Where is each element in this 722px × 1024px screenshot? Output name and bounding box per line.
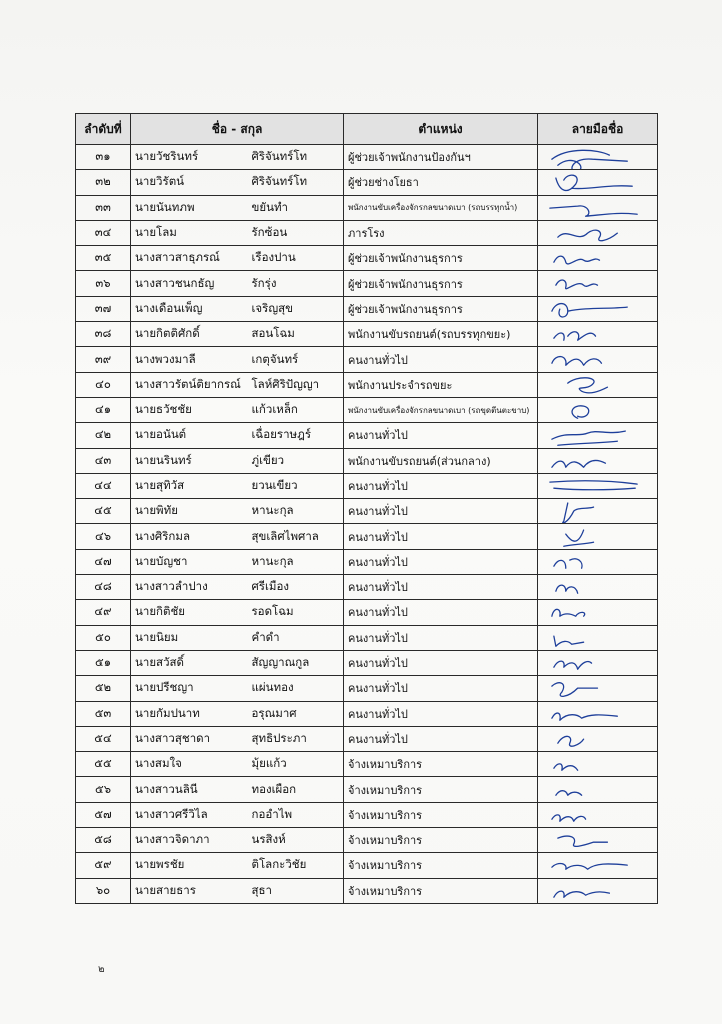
handwritten-signature bbox=[538, 196, 657, 220]
signature-roster-table bbox=[75, 113, 658, 904]
signature-cell bbox=[538, 676, 658, 701]
table-row bbox=[76, 246, 658, 271]
first-name: นายวิรัตน์ bbox=[131, 170, 248, 195]
table-row bbox=[76, 676, 658, 701]
row-number: ๓๗ bbox=[76, 296, 131, 321]
last-name: อรุณมาศ bbox=[248, 701, 344, 726]
signature-cell bbox=[538, 524, 658, 549]
handwritten-signature bbox=[538, 777, 657, 801]
last-name: ยวนเขียว bbox=[248, 473, 344, 498]
handwritten-signature bbox=[538, 499, 657, 523]
signature-cell bbox=[538, 372, 658, 397]
row-number: ๔๔ bbox=[76, 473, 131, 498]
handwritten-signature bbox=[538, 474, 657, 498]
table-row bbox=[76, 322, 658, 347]
position-cell: จ้างเหมาบริการ bbox=[344, 802, 538, 827]
last-name: แผ่นทอง bbox=[248, 676, 344, 701]
table-row bbox=[76, 726, 658, 751]
signature-cell bbox=[538, 220, 658, 245]
last-name: สุทธิประภา bbox=[248, 726, 344, 751]
signature-cell bbox=[538, 322, 658, 347]
last-name: รักซ้อน bbox=[248, 220, 344, 245]
last-name: หานะกุล bbox=[248, 499, 344, 524]
first-name: นางสาวชนกธัญ bbox=[131, 271, 248, 296]
last-name: สุขเลิศไพศาล bbox=[248, 524, 344, 549]
table-row bbox=[76, 499, 658, 524]
position-cell: พนักงานขับเครื่องจักรกลขนาดเบา (รถบรรทุกน้ำ) bbox=[344, 195, 538, 220]
first-name: นายกิตติศักดิ์ bbox=[131, 322, 248, 347]
handwritten-signature bbox=[538, 879, 657, 903]
row-number: ๔๒ bbox=[76, 423, 131, 448]
signature-cell bbox=[538, 752, 658, 777]
table-header-row bbox=[76, 114, 658, 145]
row-number: ๔๕ bbox=[76, 499, 131, 524]
first-name: นายนันทภพ bbox=[131, 195, 248, 220]
last-name: ภู่เขียว bbox=[248, 448, 344, 473]
signature-cell bbox=[538, 600, 658, 625]
row-number: ๓๑ bbox=[76, 145, 131, 170]
first-name: นายธวัชชัย bbox=[131, 397, 248, 422]
signature-cell bbox=[538, 828, 658, 853]
position-cell: คนงานทั่วไป bbox=[344, 650, 538, 675]
row-number: ๓๔ bbox=[76, 220, 131, 245]
row-number: ๕๕ bbox=[76, 752, 131, 777]
position-cell: คนงานทั่วไป bbox=[344, 549, 538, 574]
header-number: ลำดับที่ bbox=[76, 114, 131, 145]
handwritten-signature bbox=[538, 221, 657, 245]
handwritten-signature bbox=[538, 145, 657, 169]
last-name: ศรีเมือง bbox=[248, 575, 344, 600]
signature-cell bbox=[538, 195, 658, 220]
table-row bbox=[76, 650, 658, 675]
position-cell: คนงานทั่วไป bbox=[344, 499, 538, 524]
handwritten-signature bbox=[538, 524, 657, 548]
handwritten-signature bbox=[538, 271, 657, 295]
table-row bbox=[76, 853, 658, 878]
last-name: ขยันทำ bbox=[248, 195, 344, 220]
last-name: สอนโฉม bbox=[248, 322, 344, 347]
last-name: โลห์ศิริปัญญา bbox=[248, 372, 344, 397]
position-cell: พนักงานประจำรถขยะ bbox=[344, 372, 538, 397]
first-name: นางศิริกมล bbox=[131, 524, 248, 549]
position-cell: ผู้ช่วยเจ้าพนักงานธุรการ bbox=[344, 296, 538, 321]
first-name: นายกิติชัย bbox=[131, 600, 248, 625]
first-name: นายนิยม bbox=[131, 625, 248, 650]
last-name: เรืองปาน bbox=[248, 246, 344, 271]
position-cell: ภารโรง bbox=[344, 220, 538, 245]
position-cell: ผู้ช่วยเจ้าพนักงานธุรการ bbox=[344, 246, 538, 271]
header-position: ตำแหน่ง bbox=[344, 114, 538, 145]
first-name: นายปรีชญา bbox=[131, 676, 248, 701]
handwritten-signature bbox=[538, 676, 657, 700]
last-name: เจริญสุข bbox=[248, 296, 344, 321]
signature-cell bbox=[538, 701, 658, 726]
table-row bbox=[76, 170, 658, 195]
table-row bbox=[76, 423, 658, 448]
row-number: ๕๒ bbox=[76, 676, 131, 701]
row-number: ๕๘ bbox=[76, 828, 131, 853]
position-cell: ผู้ช่วยช่างโยธา bbox=[344, 170, 538, 195]
position-cell: คนงานทั่วไป bbox=[344, 726, 538, 751]
position-cell: จ้างเหมาบริการ bbox=[344, 828, 538, 853]
table-row bbox=[76, 878, 658, 903]
row-number: ๔๘ bbox=[76, 575, 131, 600]
table-body bbox=[76, 145, 658, 904]
handwritten-signature bbox=[538, 347, 657, 371]
handwritten-signature bbox=[538, 170, 657, 194]
table-row bbox=[76, 195, 658, 220]
signature-cell bbox=[538, 499, 658, 524]
table-row bbox=[76, 524, 658, 549]
last-name: สุธา bbox=[248, 878, 344, 903]
table-row bbox=[76, 220, 658, 245]
position-cell: คนงานทั่วไป bbox=[344, 473, 538, 498]
position-cell: จ้างเหมาบริการ bbox=[344, 878, 538, 903]
handwritten-signature bbox=[538, 752, 657, 776]
row-number: ๓๙ bbox=[76, 347, 131, 372]
first-name: นายวัชรินทร์ bbox=[131, 145, 248, 170]
row-number: ๕๐ bbox=[76, 625, 131, 650]
handwritten-signature bbox=[538, 449, 657, 473]
table-row bbox=[76, 296, 658, 321]
handwritten-signature bbox=[538, 828, 657, 852]
row-number: ๔๑ bbox=[76, 397, 131, 422]
signature-cell bbox=[538, 473, 658, 498]
signature-cell bbox=[538, 726, 658, 751]
last-name: มุ้ยแก้ว bbox=[248, 752, 344, 777]
table-row bbox=[76, 145, 658, 170]
last-name: รักรุ่ง bbox=[248, 271, 344, 296]
row-number: ๕๙ bbox=[76, 853, 131, 878]
first-name: นายสุทิวัส bbox=[131, 473, 248, 498]
position-cell: จ้างเหมาบริการ bbox=[344, 752, 538, 777]
table-row bbox=[76, 625, 658, 650]
first-name: นางพวงมาลี bbox=[131, 347, 248, 372]
signature-cell bbox=[538, 246, 658, 271]
table-row bbox=[76, 372, 658, 397]
handwritten-signature bbox=[538, 550, 657, 574]
signature-cell bbox=[538, 777, 658, 802]
first-name: นายกัมปนาท bbox=[131, 701, 248, 726]
last-name: แก้วเหล็ก bbox=[248, 397, 344, 422]
row-number: ๓๕ bbox=[76, 246, 131, 271]
signature-cell bbox=[538, 347, 658, 372]
first-name: นายโลม bbox=[131, 220, 248, 245]
first-name: นางสาวลำปาง bbox=[131, 575, 248, 600]
position-cell: คนงานทั่วไป bbox=[344, 524, 538, 549]
handwritten-signature bbox=[538, 702, 657, 726]
table-row bbox=[76, 828, 658, 853]
last-name: รอดโฉม bbox=[248, 600, 344, 625]
position-cell: คนงานทั่วไป bbox=[344, 600, 538, 625]
first-name: นายสายธาร bbox=[131, 878, 248, 903]
signature-cell bbox=[538, 549, 658, 574]
first-name: นายบัญชา bbox=[131, 549, 248, 574]
position-cell: คนงานทั่วไป bbox=[344, 676, 538, 701]
handwritten-signature bbox=[538, 727, 657, 751]
position-cell: คนงานทั่วไป bbox=[344, 423, 538, 448]
row-number: ๔๓ bbox=[76, 448, 131, 473]
table-row bbox=[76, 448, 658, 473]
last-name: เฉื่อยราษฎร์ bbox=[248, 423, 344, 448]
handwritten-signature bbox=[538, 322, 657, 346]
position-cell: คนงานทั่วไป bbox=[344, 701, 538, 726]
signature-cell bbox=[538, 397, 658, 422]
signature-cell bbox=[538, 271, 658, 296]
table-row bbox=[76, 575, 658, 600]
last-name: คำดำ bbox=[248, 625, 344, 650]
handwritten-signature bbox=[538, 600, 657, 624]
signature-cell bbox=[538, 145, 658, 170]
handwritten-signature bbox=[538, 651, 657, 675]
first-name: นายพรชัย bbox=[131, 853, 248, 878]
last-name: ศิริจันทร์โท bbox=[248, 145, 344, 170]
signature-cell bbox=[538, 650, 658, 675]
signature-cell bbox=[538, 853, 658, 878]
page-number: ๒ bbox=[98, 964, 105, 975]
first-name: นายพิทัย bbox=[131, 499, 248, 524]
row-number: ๓๖ bbox=[76, 271, 131, 296]
first-name: นางสมใจ bbox=[131, 752, 248, 777]
handwritten-signature bbox=[538, 575, 657, 599]
signature-cell bbox=[538, 296, 658, 321]
last-name: ศิริจันทร์โท bbox=[248, 170, 344, 195]
row-number: ๔๐ bbox=[76, 372, 131, 397]
position-cell: จ้างเหมาบริการ bbox=[344, 777, 538, 802]
first-name: นางสาวจิดาภา bbox=[131, 828, 248, 853]
row-number: ๕๔ bbox=[76, 726, 131, 751]
last-name: กออำไพ bbox=[248, 802, 344, 827]
last-name: เกตุจันทร์ bbox=[248, 347, 344, 372]
header-signature: ลายมือชื่อ bbox=[538, 114, 658, 145]
handwritten-signature bbox=[538, 398, 657, 422]
table-row bbox=[76, 752, 658, 777]
row-number: ๕๑ bbox=[76, 650, 131, 675]
table-row bbox=[76, 347, 658, 372]
handwritten-signature bbox=[538, 246, 657, 270]
first-name: นางสาวสาธุภรณ์ bbox=[131, 246, 248, 271]
row-number: ๕๓ bbox=[76, 701, 131, 726]
handwritten-signature bbox=[538, 853, 657, 877]
table-row bbox=[76, 271, 658, 296]
table-row bbox=[76, 600, 658, 625]
signature-cell bbox=[538, 448, 658, 473]
last-name: นรสิงห์ bbox=[248, 828, 344, 853]
row-number: ๓๘ bbox=[76, 322, 131, 347]
signature-cell bbox=[538, 170, 658, 195]
last-name: ติโลกะวิชัย bbox=[248, 853, 344, 878]
last-name: หานะกุล bbox=[248, 549, 344, 574]
row-number: ๔๙ bbox=[76, 600, 131, 625]
handwritten-signature bbox=[538, 423, 657, 447]
signature-cell bbox=[538, 802, 658, 827]
table-row bbox=[76, 701, 658, 726]
first-name: นายอนันต์ bbox=[131, 423, 248, 448]
position-cell: พนักงานขับรถยนต์(รถบรรทุกขยะ) bbox=[344, 322, 538, 347]
position-cell: ผู้ช่วยเจ้าพนักงานธุรการ bbox=[344, 271, 538, 296]
row-number: ๖๐ bbox=[76, 878, 131, 903]
signature-cell bbox=[538, 625, 658, 650]
handwritten-signature bbox=[538, 803, 657, 827]
table-row bbox=[76, 777, 658, 802]
position-cell: พนักงานขับเครื่องจักรกลขนาดเบา (รถขุดตีนตะขาบ) bbox=[344, 397, 538, 422]
handwritten-signature bbox=[538, 297, 657, 321]
position-cell: พนักงานขับรถยนต์(ส่วนกลาง) bbox=[344, 448, 538, 473]
row-number: ๓๓ bbox=[76, 195, 131, 220]
row-number: ๓๒ bbox=[76, 170, 131, 195]
table-row bbox=[76, 802, 658, 827]
last-name: ทองเผือก bbox=[248, 777, 344, 802]
first-name: นางสาวรัตน์ติยากรณ์ bbox=[131, 372, 248, 397]
table-row bbox=[76, 473, 658, 498]
signature-cell bbox=[538, 423, 658, 448]
position-cell: คนงานทั่วไป bbox=[344, 625, 538, 650]
first-name: นางสาวศรีวิไล bbox=[131, 802, 248, 827]
last-name: สัญญาณกูล bbox=[248, 650, 344, 675]
position-cell: ผู้ช่วยเจ้าพนักงานป้องกันฯ bbox=[344, 145, 538, 170]
first-name: นายสวัสดิ์ bbox=[131, 650, 248, 675]
table-row bbox=[76, 549, 658, 574]
row-number: ๕๖ bbox=[76, 777, 131, 802]
position-cell: คนงานทั่วไป bbox=[344, 575, 538, 600]
first-name: นางสาวสุชาดา bbox=[131, 726, 248, 751]
position-cell: จ้างเหมาบริการ bbox=[344, 853, 538, 878]
row-number: ๕๗ bbox=[76, 802, 131, 827]
handwritten-signature bbox=[538, 373, 657, 397]
handwritten-signature bbox=[538, 626, 657, 650]
signature-cell bbox=[538, 575, 658, 600]
table-row bbox=[76, 397, 658, 422]
first-name: นายนรินทร์ bbox=[131, 448, 248, 473]
row-number: ๔๖ bbox=[76, 524, 131, 549]
first-name: นางเดือนเพ็ญ bbox=[131, 296, 248, 321]
signature-cell bbox=[538, 878, 658, 903]
row-number: ๔๗ bbox=[76, 549, 131, 574]
header-name: ชื่อ - สกุล bbox=[131, 114, 344, 145]
first-name: นางสาวนลินี bbox=[131, 777, 248, 802]
position-cell: คนงานทั่วไป bbox=[344, 347, 538, 372]
